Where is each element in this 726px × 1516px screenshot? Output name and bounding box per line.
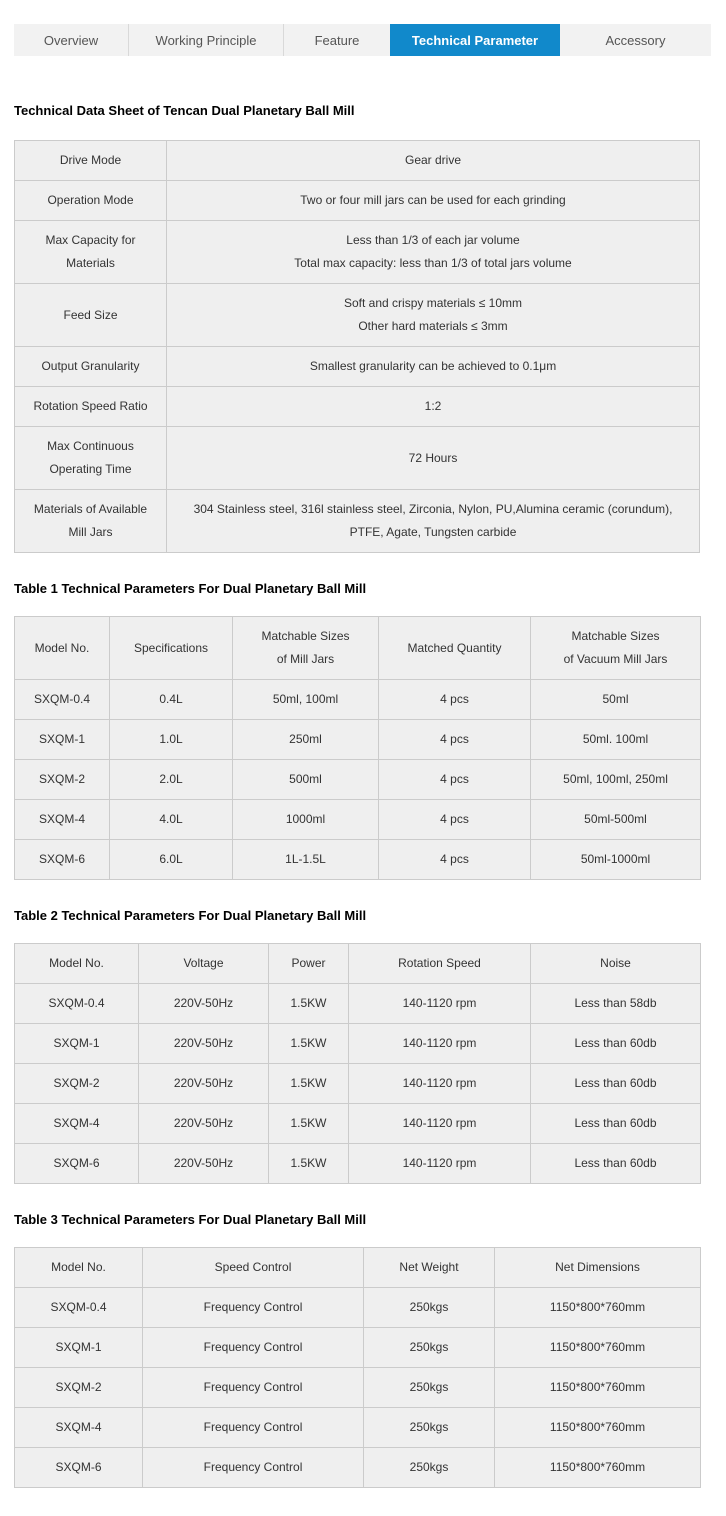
table-row xyxy=(15,840,701,880)
table-cell: 250kgs xyxy=(364,1448,495,1488)
header-row xyxy=(15,1248,701,1288)
table3-caption: Table 3 Technical Parameters For Dual Planetary Ball Mill xyxy=(14,1212,367,1227)
table-row xyxy=(15,760,701,800)
page-title: Technical Data Sheet of Tencan Dual Planetary Ball Mill xyxy=(14,103,355,118)
jar-sizes-table xyxy=(14,616,701,880)
table-cell: SXQM-2 xyxy=(15,1368,143,1408)
cell-line: Matchable Sizes xyxy=(571,629,660,643)
header-row xyxy=(15,944,701,984)
table-row xyxy=(15,181,700,221)
table-cell: 220V-50Hz xyxy=(139,1104,269,1144)
table-cell: 1000ml xyxy=(233,800,379,840)
table-cell: 4.0L xyxy=(110,800,233,840)
table-row xyxy=(15,221,700,284)
cell-line: Less than 1/3 of each jar volume xyxy=(346,233,520,247)
table-row xyxy=(15,1288,701,1328)
table-row xyxy=(15,1144,701,1184)
table-cell: 1.5KW xyxy=(269,984,349,1024)
tab-overview[interactable]: Overview xyxy=(43,32,99,48)
table-row xyxy=(15,720,701,760)
table-cell: Frequency Control xyxy=(143,1368,364,1408)
table-cell: 4 pcs xyxy=(379,760,531,800)
table-row xyxy=(15,1328,701,1368)
table-cell: Drive Mode xyxy=(15,141,167,181)
table-row xyxy=(15,1448,701,1488)
table-cell: Two or four mill jars can be used for each grinding xyxy=(167,181,700,221)
table-cell: 1.5KW xyxy=(269,1064,349,1104)
table-cell: SXQM-0.4 xyxy=(15,984,139,1024)
header-cell: Speed Control xyxy=(143,1248,364,1288)
cell-line: Other hard materials ≤ 3mm xyxy=(358,319,508,333)
table-cell: 250ml xyxy=(233,720,379,760)
table-cell: SXQM-6 xyxy=(15,1448,143,1488)
table-cell: 4 pcs xyxy=(379,720,531,760)
table-cell: 1.5KW xyxy=(269,1024,349,1064)
header-cell: Specifications xyxy=(110,617,233,680)
table-cell: Smallest granularity can be achieved to 0.1μm xyxy=(167,347,700,387)
table-row xyxy=(15,141,700,181)
table-cell: SXQM-4 xyxy=(15,1104,139,1144)
table-cell: 4 pcs xyxy=(379,840,531,880)
header-cell: Net Weight xyxy=(364,1248,495,1288)
tab-feature[interactable]: Feature xyxy=(283,24,390,56)
general-spec-table xyxy=(14,140,700,553)
dimensions-table xyxy=(14,1247,701,1488)
table-cell: Frequency Control xyxy=(143,1408,364,1448)
table-cell: 50ml, 100ml xyxy=(233,680,379,720)
table-cell: Frequency Control xyxy=(143,1448,364,1488)
table-cell: SXQM-4 xyxy=(15,800,110,840)
table-row xyxy=(15,1368,701,1408)
table-row xyxy=(15,1408,701,1448)
table1-caption: Table 1 Technical Parameters For Dual Planetary Ball Mill xyxy=(14,581,367,596)
cell-line: of Vacuum Mill Jars xyxy=(563,652,668,666)
table-row xyxy=(15,347,700,387)
table-cell: 1:2 xyxy=(167,387,700,427)
header-row xyxy=(15,617,701,680)
tab-technical-parameter[interactable]: Technical Parameter xyxy=(390,24,560,56)
table-cell: Operation Mode xyxy=(15,181,167,221)
cell-line: Total max capacity: less than 1/3 of total jars volume xyxy=(294,256,572,270)
table-row xyxy=(15,984,701,1024)
table-cell: SXQM-1 xyxy=(15,720,110,760)
table-cell: 50ml, 100ml, 250ml xyxy=(531,760,701,800)
table-cell: 1L-1.5L xyxy=(233,840,379,880)
table-cell: SXQM-2 xyxy=(15,1064,139,1104)
table-cell: 220V-50Hz xyxy=(139,1064,269,1104)
table-row xyxy=(15,387,700,427)
table-cell: Less than 60db xyxy=(531,1064,701,1104)
table-cell xyxy=(167,284,700,347)
table-cell: Feed Size xyxy=(15,284,167,347)
table-row xyxy=(15,284,700,347)
table-cell: SXQM-0.4 xyxy=(15,680,110,720)
table-cell: Frequency Control xyxy=(143,1328,364,1368)
header-cell: Model No. xyxy=(15,1248,143,1288)
table-cell: 1.5KW xyxy=(269,1144,349,1184)
table-cell: SXQM-1 xyxy=(15,1328,143,1368)
header-cell: Rotation Speed xyxy=(349,944,531,984)
header-cell: Noise xyxy=(531,944,701,984)
table-cell: 140-1120 rpm xyxy=(349,1064,531,1104)
table-cell: 50ml xyxy=(531,680,701,720)
table-cell: Frequency Control xyxy=(143,1288,364,1328)
table-cell xyxy=(167,221,700,284)
table-cell: Max Capacity for Materials xyxy=(15,221,167,284)
table-cell: 1150*800*760mm xyxy=(495,1288,701,1328)
table-row xyxy=(15,1024,701,1064)
table-cell: 140-1120 rpm xyxy=(349,1144,531,1184)
electrical-spec-table xyxy=(14,943,701,1184)
header-cell: Power xyxy=(269,944,349,984)
table-cell: 1150*800*760mm xyxy=(495,1448,701,1488)
table-cell: Less than 60db xyxy=(531,1144,701,1184)
table-cell: 1.5KW xyxy=(269,1104,349,1144)
header-cell: Matched Quantity xyxy=(379,617,531,680)
table-cell: 50ml. 100ml xyxy=(531,720,701,760)
header-cell xyxy=(531,617,701,680)
table-cell: Rotation Speed Ratio xyxy=(15,387,167,427)
table-cell: 4 pcs xyxy=(379,800,531,840)
tab-working-principle[interactable]: Working Principle xyxy=(128,24,283,56)
cell-line: Matchable Sizes xyxy=(261,629,350,643)
table-row xyxy=(15,800,701,840)
table-cell: Materials of Available Mill Jars xyxy=(15,490,167,553)
table-row xyxy=(15,1104,701,1144)
table-cell: SXQM-2 xyxy=(15,760,110,800)
table-row xyxy=(15,680,701,720)
table-cell: Less than 60db xyxy=(531,1104,701,1144)
header-cell: Model No. xyxy=(15,617,110,680)
table-cell: 1150*800*760mm xyxy=(495,1368,701,1408)
tab-bar xyxy=(14,24,711,56)
table-cell: SXQM-6 xyxy=(15,840,110,880)
table-cell: 2.0L xyxy=(110,760,233,800)
table-cell: SXQM-1 xyxy=(15,1024,139,1064)
table-cell: 6.0L xyxy=(110,840,233,880)
table-cell: 1.0L xyxy=(110,720,233,760)
cell-line: Soft and crispy materials ≤ 10mm xyxy=(344,296,522,310)
table-cell: 50ml-1000ml xyxy=(531,840,701,880)
table-cell: 500ml xyxy=(233,760,379,800)
table-cell: 140-1120 rpm xyxy=(349,1104,531,1144)
table-cell: 140-1120 rpm xyxy=(349,1024,531,1064)
table-cell: Gear drive xyxy=(167,141,700,181)
cell-line: of Mill Jars xyxy=(276,652,335,666)
table-row xyxy=(15,427,700,490)
table-cell: 304 Stainless steel, 316l stainless steel, Zirconia, Nylon, PU,Alumina ceramic (corundum), PTFE, Agate, Tungsten carbide xyxy=(167,490,700,553)
table-cell: Less than 58db xyxy=(531,984,701,1024)
table-cell: 4 pcs xyxy=(379,680,531,720)
table-cell: 140-1120 rpm xyxy=(349,984,531,1024)
table2-caption: Table 2 Technical Parameters For Dual Planetary Ball Mill xyxy=(14,908,367,923)
table-cell: Less than 60db xyxy=(531,1024,701,1064)
table-cell: 250kgs xyxy=(364,1408,495,1448)
table-cell: 0.4L xyxy=(110,680,233,720)
header-cell: Model No. xyxy=(15,944,139,984)
table-cell: 72 Hours xyxy=(167,427,700,490)
table-cell: 250kgs xyxy=(364,1368,495,1408)
table-cell: 1150*800*760mm xyxy=(495,1328,701,1368)
table-cell: 220V-50Hz xyxy=(139,1024,269,1064)
header-cell xyxy=(233,617,379,680)
table-cell: SXQM-4 xyxy=(15,1408,143,1448)
table-cell: 250kgs xyxy=(364,1328,495,1368)
table-cell: 1150*800*760mm xyxy=(495,1408,701,1448)
header-cell: Voltage xyxy=(139,944,269,984)
table-cell: SXQM-6 xyxy=(15,1144,139,1184)
tab-accessory[interactable]: Accessory xyxy=(605,32,666,48)
table-row xyxy=(15,490,700,553)
table-cell: SXQM-0.4 xyxy=(15,1288,143,1328)
table-cell: 50ml-500ml xyxy=(531,800,701,840)
table-cell: 250kgs xyxy=(364,1288,495,1328)
table-cell: Max Continuous Operating Time xyxy=(15,427,167,490)
header-cell: Net Dimensions xyxy=(495,1248,701,1288)
table-cell: 220V-50Hz xyxy=(139,984,269,1024)
table-row xyxy=(15,1064,701,1104)
table-cell: 220V-50Hz xyxy=(139,1144,269,1184)
table-cell: Output Granularity xyxy=(15,347,167,387)
